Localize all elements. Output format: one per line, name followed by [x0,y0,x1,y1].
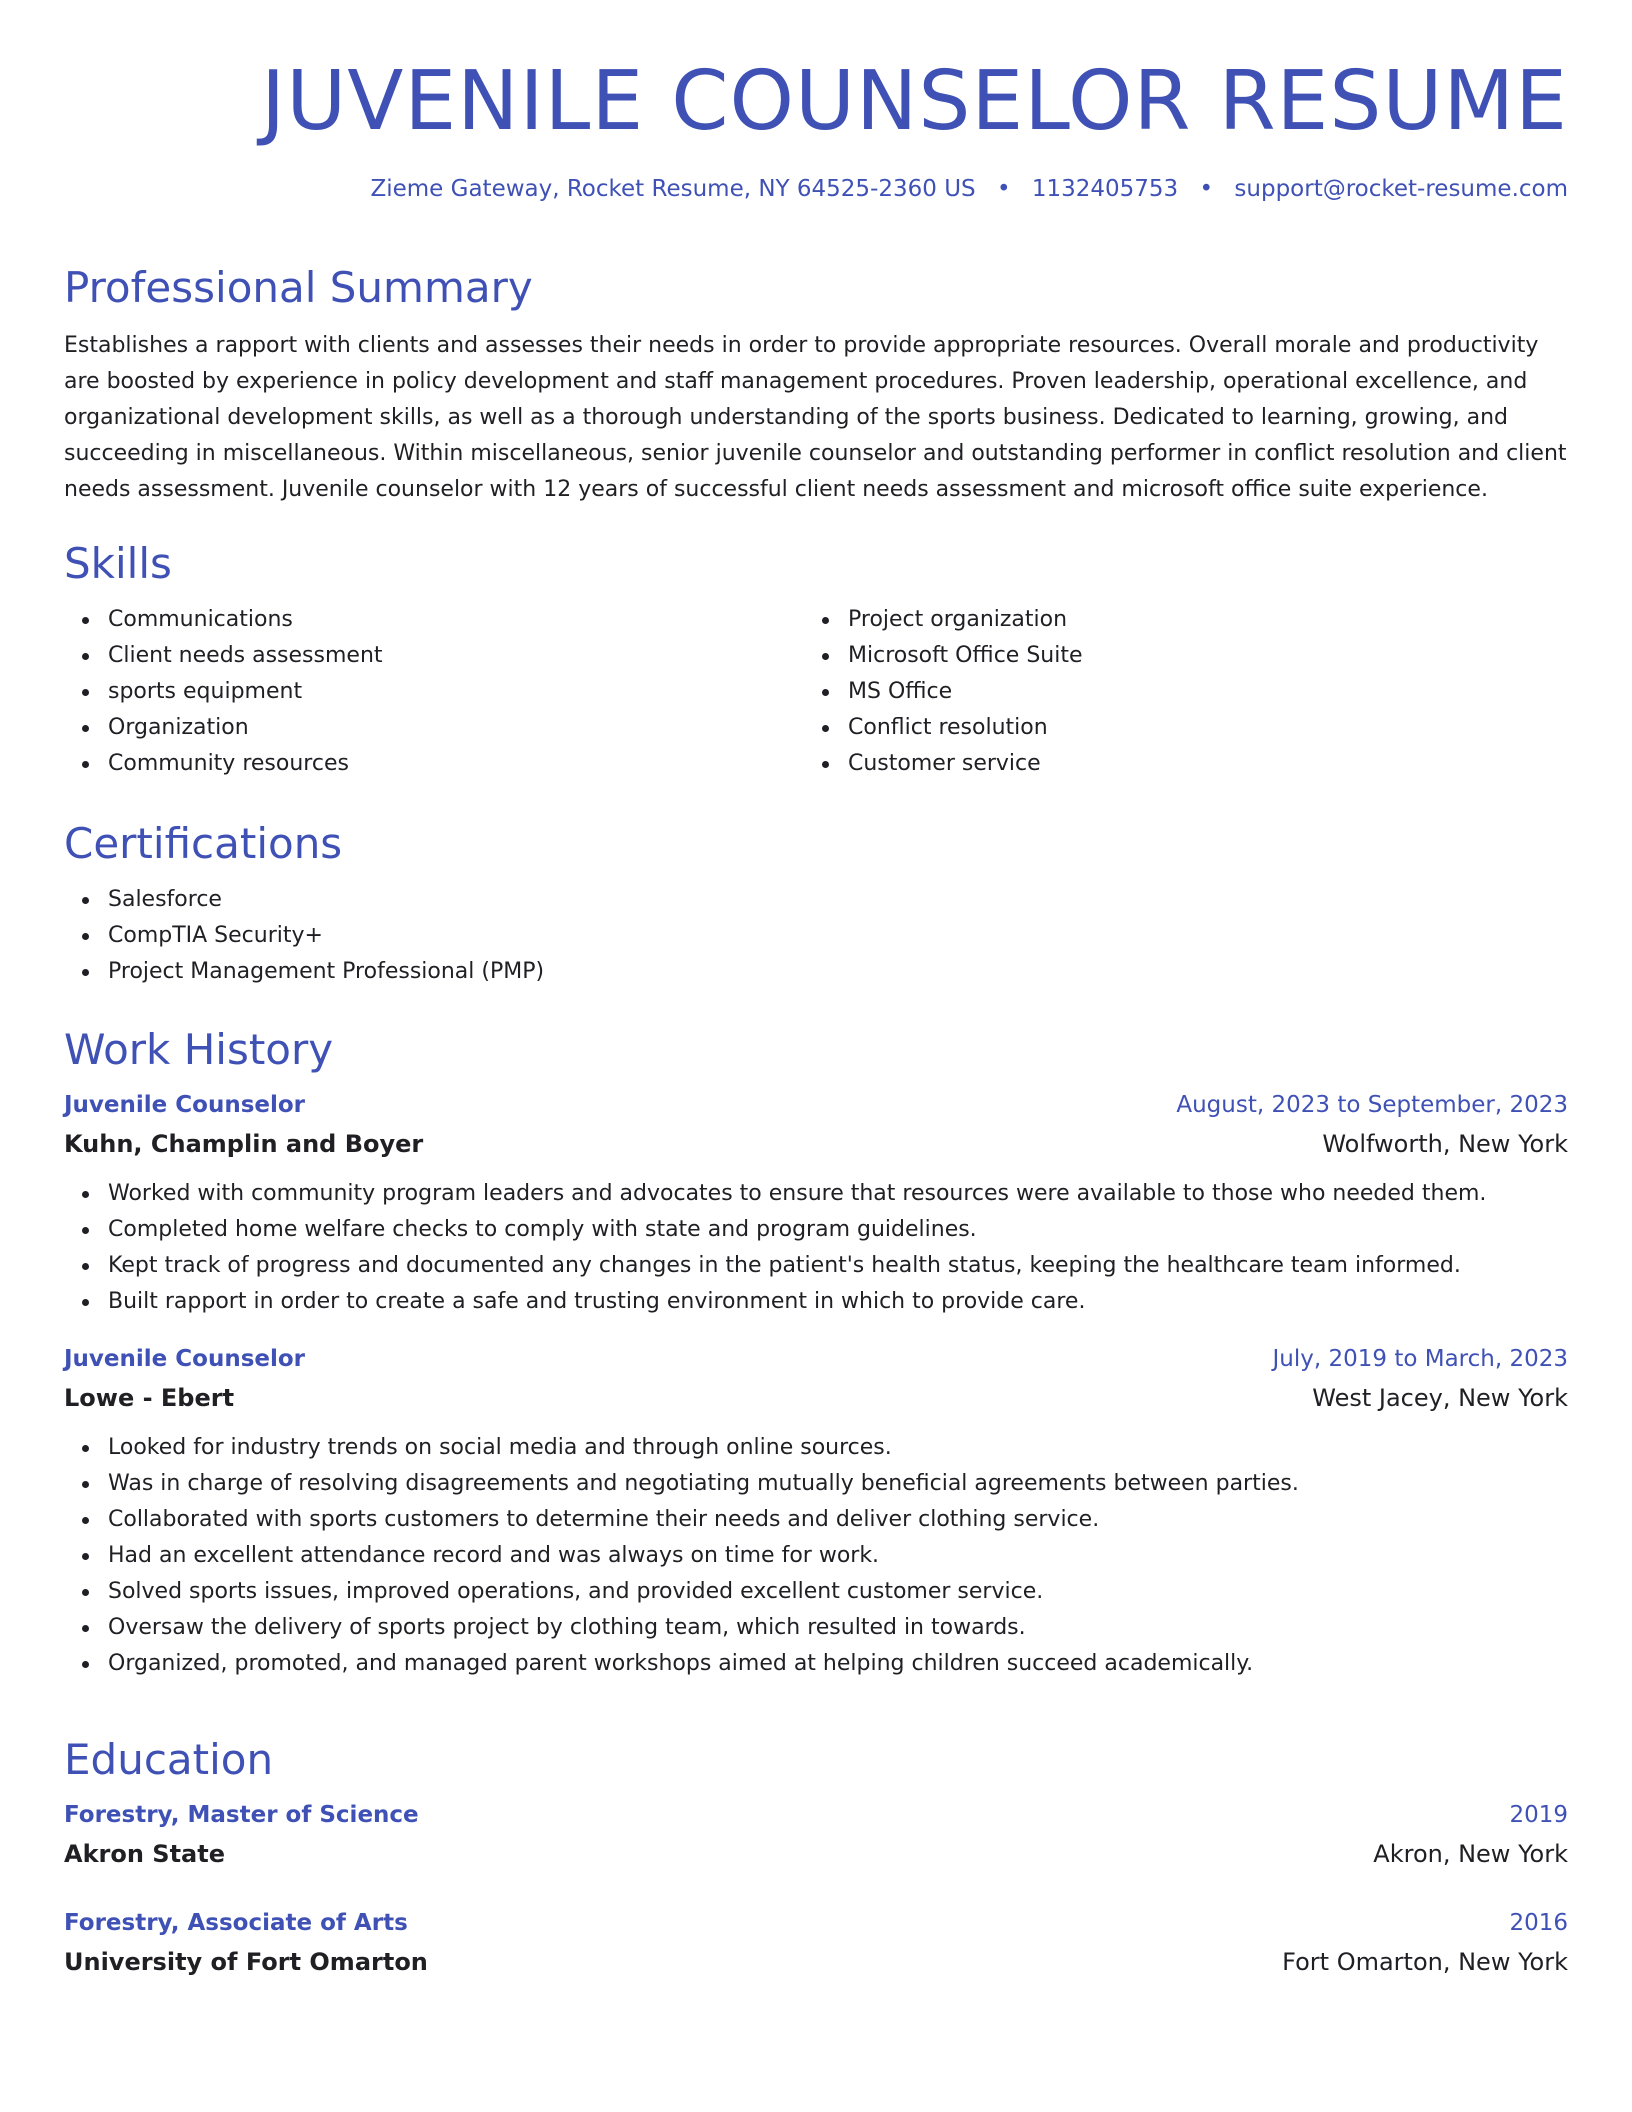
resume-title: JUVENILE COUNSELOR RESUME [261,54,1568,149]
summary-section [64,262,1568,508]
job-entry [64,1340,1568,1682]
job-dates: August, 2023 to September, 2023 [1176,1092,1568,1118]
skill-item: Conflict resolution [848,710,1544,746]
skill-item: Communications [108,602,804,638]
education-year: 2019 [1509,1802,1568,1828]
job-bullet: Worked with community program leaders and advocates to ensure that resources were available to those who needed them. [108,1176,1568,1212]
skill-item: Client needs assessment [108,638,804,674]
education-location: Fort Omarton, New York [1282,1948,1568,1976]
work-history-heading: Work History [64,1025,334,1074]
contact-email[interactable]: support@rocket-resume.com [1234,176,1568,202]
certification-item: CompTIA Security+ [108,918,1568,954]
education-degree: Forestry, Master of Science [64,1802,419,1828]
contact-line [370,176,1568,202]
skill-item: Community resources [108,746,804,782]
skill-item: sports equipment [108,674,804,710]
education-heading: Education [64,1735,274,1784]
certification-item: Salesforce [108,882,1568,918]
certifications-heading: Certifications [64,819,343,868]
job-bullet: Organized, promoted, and managed parent workshops aimed at helping children succeed academically. [108,1646,1568,1682]
contact-phone: 1132405753 [1031,176,1179,202]
skill-item: MS Office [848,674,1544,710]
skill-item: Microsoft Office Suite [848,638,1544,674]
skill-item: Organization [108,710,804,746]
job-title: Juvenile Counselor [64,1346,306,1372]
job-dates: July, 2019 to March, 2023 [1272,1346,1568,1372]
job-bullet: Completed home welfare checks to comply with state and program guidelines. [108,1212,1568,1248]
education-year: 2016 [1509,1910,1568,1936]
job-bullet: Solved sports issues, improved operations, and provided excellent customer service. [108,1574,1568,1610]
work-history-section [64,1024,1568,1682]
skills-columns [64,602,1568,782]
summary-text: Establishes a rapport with clients and assesses their needs in order to provide appropriate resources. Overall morale and productivity are boosted by experience in policy development and staff management procedures. Proven leadership, operational excellence, and organizational development skills, as well as a thorough understanding of the sports business. Dedicated to learning, growing, and succeeding in miscellaneous. Within miscellaneous, senior juvenile counselor and outstanding performer in conflict resolution and client needs assessment. Juvenile counselor with 12 years of successful client needs assessment and microsoft office suite experience. [64,333,1567,502]
skills-heading: Skills [64,539,172,588]
education-location: Akron, New York [1373,1840,1568,1868]
skill-item: Project organization [848,602,1544,638]
certification-item: Project Management Professional (PMP) [108,954,1568,990]
job-location: West Jacey, New York [1312,1384,1568,1412]
contact-separator: • [996,176,1011,202]
job-entry [64,1086,1568,1320]
job-bullet: Collaborated with sports customers to determine their needs and deliver clothing service. [108,1502,1568,1538]
skills-section [64,538,1568,782]
summary-heading: Professional Summary [64,263,533,312]
job-bullet: Built rapport in order to create a safe and trusting environment in which to provide care. [108,1284,1568,1320]
job-bullet: Was in charge of resolving disagreements and negotiating mutually beneficial agreements between parties. [108,1466,1568,1502]
contact-address: Zieme Gateway, Rocket Resume, NY 64525-2360 US [370,176,976,202]
job-bullet: Had an excellent attendance record and was always on time for work. [108,1538,1568,1574]
job-bullet: Kept track of progress and documented any changes in the patient's health status, keeping the healthcare team informed. [108,1248,1568,1284]
job-bullet: Looked for industry trends on social media and through online sources. [108,1430,1568,1466]
skills-column-left [64,602,804,782]
education-degree: Forestry, Associate of Arts [64,1910,408,1936]
job-employer: Lowe - Ebert [64,1384,235,1412]
skill-item: Customer service [848,746,1544,782]
education-entry [64,1796,1568,1874]
education-school: Akron State [64,1840,226,1868]
job-employer: Kuhn, Champlin and Boyer [64,1130,424,1158]
certifications-section [64,818,1568,990]
skills-column-right [804,602,1544,782]
contact-separator: • [1199,176,1214,202]
education-section [64,1734,1568,1982]
education-entry [64,1904,1568,1982]
job-location: Wolfworth, New York [1322,1130,1568,1158]
job-title: Juvenile Counselor [64,1092,306,1118]
job-bullet: Oversaw the delivery of sports project by clothing team, which resulted in towards. [108,1610,1568,1646]
education-school: University of Fort Omarton [64,1948,428,1976]
